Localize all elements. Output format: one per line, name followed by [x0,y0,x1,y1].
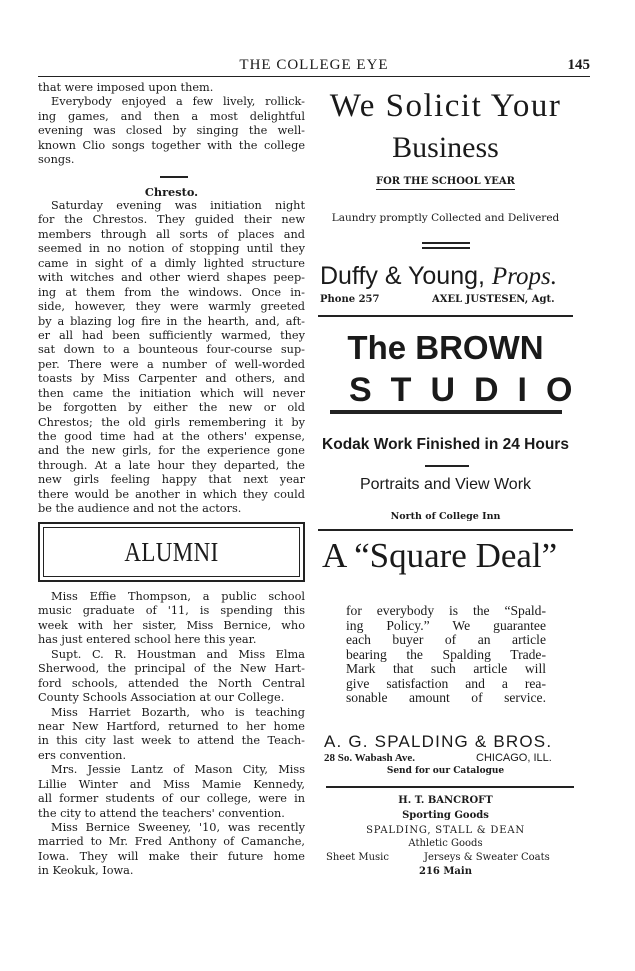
alumni-paragraph [38,590,305,648]
laundry-ad-sub [318,176,573,187]
text-line: known Clio songs together with the college [38,138,305,152]
ad-divider [326,786,574,788]
spalding-company: A. G. SPALDING & BROS. [324,732,553,751]
text-line: evening was closed by singing the well- [38,124,305,138]
studio-name: The BROWN [347,329,544,366]
text-line: with witches and other wierd shapes peep- [38,271,305,285]
text-line: be the audience and not the actors. [38,502,242,516]
text-line: by a blazing log fire in the hearth, and, aft- [38,314,305,328]
bancroft-sporting: Sporting Goods [402,810,489,821]
alumni-paragraph [38,821,305,879]
text-line: Miss Effie Thompson, a public school [51,590,305,603]
spalding-catalogue: Send for our Catalogue [386,766,505,776]
text-line: each buyer of an article [346,632,546,647]
text-line: Chrestos; the old girls remembering it by [38,415,305,429]
page-number: 145 [567,57,590,73]
text-line: near New Hartford, returned to her home [38,719,305,733]
text-line: toasts by Miss Carpenter and others, and [38,372,305,386]
text-line: Supt. C. R. Houstman and Miss Elma [51,647,305,661]
bancroft-name: H. T. BANCROFT [398,795,493,806]
text-line: give satisfaction and a rea- [346,675,546,691]
text-line: all former students of our college, were in [38,792,305,806]
text-line: er all had been sufficiently warmed, they [38,328,305,342]
bancroft-brands: SPALDING, STALL & DEAN [366,825,525,836]
text-line: sonable amount of service. [346,690,546,705]
chresto-heading: Chresto. [144,185,199,199]
studio-kodak: Kodak Work Finished in 24 Hours [322,436,569,453]
chresto-paragraph [38,199,305,517]
text-line: members through all sorts of places and [38,227,305,241]
laundry-agent: AXEL JUSTESEN, Agt. [432,294,555,305]
studio-location: North of College Inn [390,511,501,522]
text-line: seemed in no notion of stopping until they [38,242,305,256]
text-line: and the new girls, for the experience gone [38,444,305,458]
text-line: there would be another in which they could [38,487,305,501]
bancroft-address: 216 Main [419,866,472,877]
spalding-headline: A “Square Deal” [322,536,558,575]
double-rule [422,242,470,244]
text-line: ing games, and then a most delightful [38,109,305,123]
bancroft-music: Sheet Music [326,852,389,863]
text-line: sat down to a bounteous four-course sup- [38,343,305,357]
ad-divider [318,529,573,531]
text-line: ers convention. [38,748,127,762]
text-line: Lillie Winter and Miss Mamie Kennedy, [38,777,305,791]
clio-article [38,81,305,168]
text-line: Miss Bernice Sweeney, '10, was recently [51,821,305,834]
laundry-phone: Phone 257 [320,294,380,305]
alumni-paragraph [38,763,305,821]
text-line: in this city last week to attend the Teach- [38,734,305,748]
studio-divider [425,465,469,467]
text-line: Mark that such article will [346,661,546,676]
laundry-props: Props. [491,263,557,290]
studio-word: STUDIO [330,370,562,414]
laundry-name [320,262,575,291]
text-line: be forgotten by either the new or old [38,401,305,415]
text-line: married to Mr. Fred Anthony of Camanche, [38,835,305,849]
studio-portraits: Portraits and View Work [359,476,532,493]
chresto-article [38,199,305,517]
text-line: ing at them from the windows. Once in- [38,285,305,299]
laundry-company: Duffy & Young, [320,262,485,290]
text-line: week with her sister, Miss Bernice, who [38,618,305,632]
spalding-address: 28 So. Wabash Ave. [324,752,415,764]
alumni-heading-box [38,522,305,582]
text-line: new girls feeling happy that next year [38,473,305,487]
text-line: Saturday evening was initiation night [51,199,305,212]
laundry-ad-sub-text: FOR THE SCHOOL YEAR [376,176,515,190]
journal-title: THE COLLEGE EYE [239,57,389,73]
double-rule [422,247,470,249]
text-line: bearing the Spalding Trade- [346,646,546,662]
alumni-article [38,590,305,879]
text-line: per. There were a number of well-worded [38,357,305,371]
text-line: in Keokuk, Iowa. [38,864,134,878]
text-line: side, however, they were warmly greeted [38,300,305,314]
spalding-city: CHICAGO, ILL. [476,752,552,764]
text-line: for everybody is the “Spald- [346,603,546,618]
text-line: songs. [38,153,75,167]
text-line: County Schools Association at our College. [38,691,285,705]
text-line: Everybody enjoyed a few lively, rollick- [51,95,305,109]
text-line: has just entered school here this year. [38,633,257,647]
text-line: Sherwood, the principal of the New Hart- [38,662,305,676]
text-line: for the Chrestos. They guided their new [38,213,305,227]
text-line: Iowa. They will make their future home [38,849,305,863]
text-line: ing Policy.” We guarantee [346,617,546,633]
text-line: music graduate of '11, is spending this [38,604,305,618]
text-line: then came the initiation which will never [38,386,305,400]
ad-divider [318,315,573,317]
text-line: came in sight of a dimly lighted structure [38,256,305,270]
alumni-paragraph [38,648,305,706]
alumni-paragraph [38,706,305,764]
text-line: the good time had at the others' expense, [38,430,305,443]
section-divider [160,176,188,178]
text-line: the city to attend the teachers' convention. [38,806,285,820]
bancroft-athletic: Athletic Goods [408,838,483,849]
laundry-ad-business: Business [392,131,499,164]
text-line: through. At a late hour they departed, the [38,458,305,472]
clio-paragraph [38,95,305,167]
laundry-ad-headline: We Solicit Your [329,88,562,124]
text-line: Miss Harriet Bozarth, who is teaching [51,705,305,719]
laundry-tagline: Laundry promptly Collected and Delivered [331,212,560,224]
text-line: ford schools, attended the North Central [38,676,305,690]
text-line: Mrs. Jessie Lantz of Mason City, Miss [51,763,305,777]
spalding-body [346,604,546,706]
text-line: that were imposed upon them. [38,81,214,94]
clio-paragraph [38,81,305,95]
bancroft-apparel: Jerseys & Sweater Coats [424,852,550,863]
running-header [38,57,590,77]
alumni-heading: ALUMNI [124,537,219,567]
